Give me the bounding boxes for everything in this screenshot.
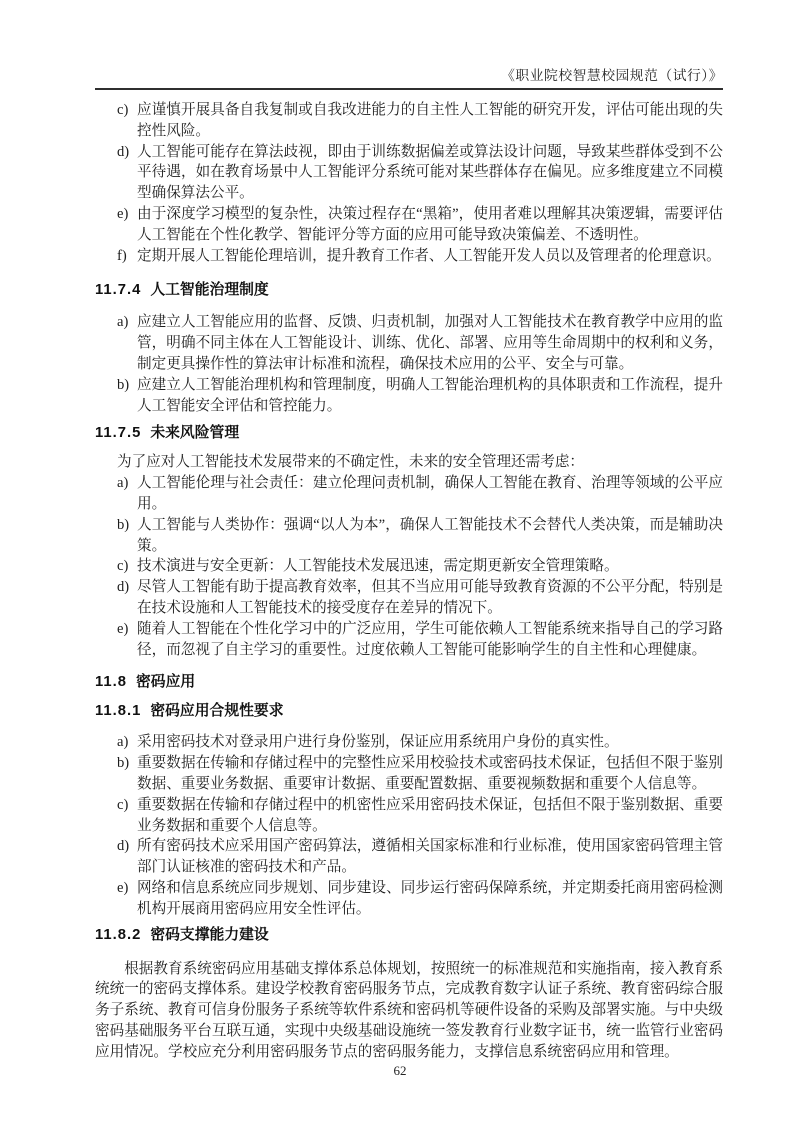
heading-number: 11.8.1 [95,703,142,720]
list-item-text: 应建立人工智能应用的监督、反馈、归责机制，加强对人工智能技术在教育教学中应用的监管，明确不同主体在人工智能设计、训练、优化、部署、应用等生命周期中的权利和义务，制定更具操作性的算法审计标准和流程，确保技术应用的公平、安全与可靠。 [137,314,723,372]
heading-number: 11.8 [95,674,127,691]
list-item-label: d) [117,143,130,160]
list-item-text: 人工智能可能存在算法歧视，即由于训练数据偏差或算法设计问题，导致某些群体受到不公平待遇，如在教育场景中人工智能评分系统可能对某些群体存在偏见。应多维度建立不同模型确保算法公平。 [137,143,723,202]
list-item-text: 所有密码技术应采用国产密码算法，遵循相关国家标准和行业标准，使用国家密码管理主管部门认证核准的密码技术和产品。 [137,838,723,876]
list-item-label: d) [117,838,130,855]
heading-title: 密码应用合规性要求 [150,703,284,720]
future-risk-list [95,473,723,660]
header-rule [95,88,723,90]
list-item-label: c) [117,102,129,118]
list-item-text: 应谨慎开展具备自我复制或自我改进能力的自主性人工智能的研究开发，评估可能出现的失控性风险。 [137,102,723,139]
section-intro: 为了应对人工智能技术发展带来的不确定性，未来的安全管理还需考虑： [117,454,585,471]
list-item-label: c) [117,796,129,813]
heading-number: 11.7.4 [95,282,142,299]
list-item-label: b) [117,516,130,533]
list-item-text: 应建立人工智能治理机构和管理制度，明确人工智能治理机构的具体职责和工作流程，提升人工智能安全评估和管控能力。 [137,376,723,414]
heading-number: 11.7.5 [95,425,142,442]
list-item [95,836,723,878]
page-content [95,100,723,1062]
list-item-text: 人工智能伦理与社会责任：建立伦理问责机制，确保人工智能在教育、治理等领域的公平应用。 [137,475,723,512]
heading-title: 密码支撑能力建设 [150,926,269,943]
list-item-text: 重要数据在传输和存储过程中的完整性应采用校验技术或密码技术保证，包括但不限于鉴别数据、重要业务数据、重要审计数据、重要配置数据、重要视频数据和重要个人信息等。 [137,755,723,792]
ethics-risk-list [95,100,723,266]
heading-11-8-2 [95,925,723,946]
list-item [95,515,723,557]
list-item [95,246,723,267]
list-item-label: b) [117,755,130,772]
list-item [95,732,723,753]
list-item [95,142,723,204]
list-item [95,878,723,920]
section-paragraph: 根据教育系统密码应用基础支撑体系总体规划，按照统一的标准规范和实施指南，接入教育系统统一的密码支撑体系。建设学校教育密码服务节点，完成教育数字认证子系统、教育密码综合服务子系统、教育可信身份服务子系统等软件系统和密码机等硬件设备的采购及部署实施。与中央级密码基础服务平台互联互通，实现中央级基础设施统一签发教育行业数字证书，统一监管行业密码应用情况。学校应充分利用密码服务节点的密码服务能力，支撑信息系统密码应用和管理。 [95,960,723,1060]
heading-11-7-4 [95,280,723,301]
heading-11-8 [95,672,723,693]
list-item-label: b) [117,376,130,393]
list-item [95,556,723,577]
list-item-label: d) [117,579,130,596]
list-item-label: a) [117,734,129,751]
governance-list [95,312,723,416]
list-item-label: e) [117,620,129,637]
crypto-compliance-list [95,732,723,919]
list-item-label: a) [117,475,129,492]
list-item [95,473,723,515]
list-item [95,375,723,417]
list-item-text: 网络和信息系统应同步规划、同步建设、同步运行密码保障系统，并定期委托商用密码检测机构开展商用密码应用安全性评估。 [137,879,723,917]
list-item [95,619,723,661]
list-item [95,795,723,837]
list-item-text: 人工智能与人类协作：强调“以人为本”，确保人工智能技术不会替代人类决策，而是辅助决策。 [137,516,723,554]
list-item [95,312,723,374]
heading-number: 11.8.2 [95,926,142,943]
list-item [95,753,723,795]
list-item-text: 重要数据在传输和存储过程中的机密性应采用密码技术保证，包括但不限于鉴别数据、重要业务数据和重要个人信息等。 [137,796,723,834]
list-item-text: 由于深度学习模型的复杂性，决策过程存在“黑箱”，使用者难以理解其决策逻辑，需要评估人工智能在个性化教学、智能评分等方面的应用可能导致决策偏差、不透明性。 [137,205,723,243]
list-item-text: 技术演进与安全更新：人工智能技术发展迅速，需定期更新安全管理策略。 [137,558,619,575]
list-item-label: c) [117,558,129,575]
list-item-label: a) [117,314,129,331]
list-item [95,204,723,246]
list-item-text: 尽管人工智能有助于提高教育效率，但其不当应用可能导致教育资源的不公平分配，特别是在技术设施和人工智能技术的接受度存在差异的情况下。 [137,579,723,616]
page-number: 62 [393,1063,407,1078]
heading-title: 人工智能治理制度 [150,282,269,299]
running-header [95,66,723,87]
list-item-text: 定期开展人工智能伦理培训，提升教育工作者、人工智能开发人员以及管理者的伦理意识。 [137,247,721,264]
heading-title: 未来风险管理 [150,425,240,442]
list-item-text: 随着人工智能在个性化学习中的广泛应用，学生可能依赖人工智能系统来指导自己的学习路径，而忽视了自主学习的重要性。过度依赖人工智能可能影响学生的自主性和心理健康。 [137,620,723,658]
list-item-label: e) [117,879,129,896]
list-item-label: f) [117,247,127,264]
heading-11-7-5 [95,423,723,444]
list-item [95,100,723,142]
list-item-text: 采用密码技术对登录用户进行身份鉴别，保证应用系统用户身份的真实性。 [137,734,619,751]
running-header-title: 《职业院校智慧校园规范（试行）》 [501,68,723,83]
heading-11-8-1 [95,701,723,722]
heading-title: 密码应用 [135,674,196,691]
list-item-label: e) [117,205,129,222]
list-item [95,577,723,619]
